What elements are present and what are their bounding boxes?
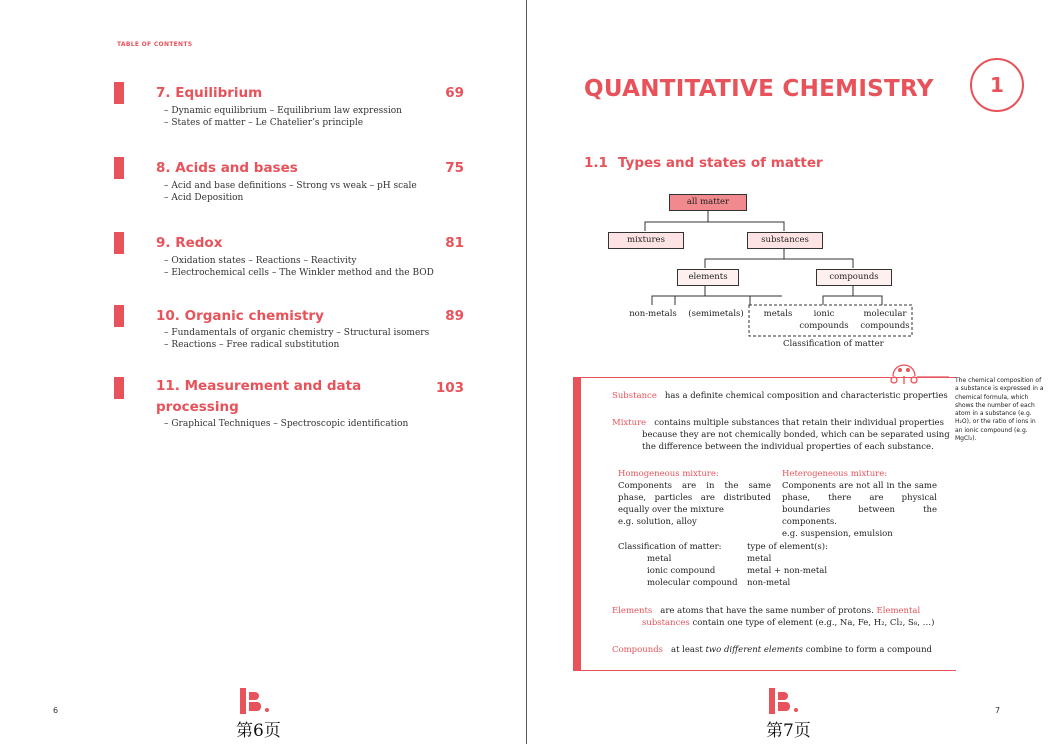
node-elements: elements [677,269,739,286]
heterogeneous-heading: Heterogeneous mixture: [782,469,888,479]
logo-icon [240,688,270,714]
def-elements-text: contain one type of element (e.g., Na, Fe, H₂, Cl₂, S₈, …) [692,618,935,628]
class-label: Classification of matter: [618,542,722,552]
page-number: 7 [995,706,1001,715]
leaf-molecular-line2: compounds [860,321,910,331]
def-substance [612,390,948,402]
toc-page-number: 103 [435,380,464,396]
term-substance: Substance [612,391,657,401]
leaf-ionic-line1: ionic [813,309,835,319]
def-elements [612,605,920,617]
margin-note: The chemical composition of a substance is expressed in a chemical formula, which shows the number of each atom in a substance (e.g. H₂O), or the ratio of ions in an ionic compound (e.g. MgCl₂). [955,377,1044,443]
leaf-non-metals: non-metals [629,309,677,319]
toc-marker [114,82,124,104]
class-row-name: metal [647,554,672,564]
def-mixture [612,417,944,429]
toc-subtopics: – Dynamic equilibrium – Equilibrium law expression [164,106,402,116]
class-row-name: molecular compound [647,578,738,588]
term-substances: substances [642,618,690,628]
page-label: 第6页 [236,721,281,741]
homogeneous-heading: Homogeneous mixture: [618,469,719,479]
term-compounds: Compounds [612,645,663,655]
right-page [527,0,1056,744]
toc-subtopics: – Reactions – Free radical substitution [164,340,340,350]
term-elements: Elements [612,606,653,616]
leaf-metals: metals [763,309,793,319]
class-row-value: non-metal [747,578,791,588]
node-substances: substances [747,232,823,249]
toc-marker [114,305,124,327]
class-row-name: ionic compound [647,566,716,576]
toc-page-number: 81 [445,235,464,251]
chapter-number-badge: 1 [970,58,1024,112]
node-all-matter: all matter [669,194,747,211]
def-compounds-text: at least [671,645,703,655]
def-elements-text: are atoms that have the same number of protons. [660,606,874,616]
toc-page-number: 89 [445,308,464,324]
toc-title: 10. Organic chemistry [156,308,324,324]
toc-subtopics: – Fundamentals of organic chemistry – Structural isomers [164,328,430,338]
homogeneous-example: e.g. solution, alloy [618,517,697,527]
class-row-value: metal + non-metal [747,566,828,576]
leaf-semimetals: (semimetals) [688,309,744,319]
heterogeneous-column [782,468,937,540]
class-row-value: metal [747,554,772,564]
toc-page-number: 69 [445,85,464,101]
term-mixture: Mixture [612,418,647,428]
toc-header: TABLE OF CONTENTS [117,41,193,48]
node-compounds: compounds [816,269,892,286]
homogeneous-text: Components are in the same phase, particles are distributed equally over the mixture [618,481,771,515]
toc-marker [114,377,124,399]
leaf-molecular-line1: molecular [863,309,907,319]
toc-title: 11. Measurement and data processing [156,378,362,415]
def-compounds-emphasis: two different elements [705,645,804,655]
leaf-ionic-line2: compounds [799,321,849,331]
toc-subtopics: – Oxidation states – Reactions – Reactivity [164,256,357,266]
toc-subtopics: – Acid and base definitions – Strong vs weak – pH scale [164,181,417,191]
def-mixture-line: the difference between the individual properties of each substance. [642,442,934,452]
toc-title: 8. Acids and bases [156,160,298,176]
node-mixtures: mixtures [608,232,684,249]
heterogeneous-example: e.g. suspension, emulsion [782,529,893,539]
toc-marker [114,232,124,254]
left-page [0,0,526,744]
toc-subtopics: – Electrochemical cells – The Winkler method and the BOD [164,268,434,278]
toc-subtopics: – States of matter – Le Chatelier’s principle [164,118,364,128]
page-number: 6 [53,706,59,715]
chapter-title: QUANTITATIVE CHEMISTRY [584,76,934,102]
homogeneous-column [618,468,771,528]
def-mixture-line: contains multiple substances that retain their individual properties [654,418,944,428]
toc-subtopics: – Graphical Techniques – Spectroscopic identification [164,419,409,429]
def-compounds-text: combine to form a compound [805,645,933,655]
def-elements-line2 [642,617,934,629]
term-elemental: Elemental [876,606,921,616]
def-substance-text: has a definite chemical composition and characteristic properties [664,391,948,401]
toc-title: 7. Equilibrium [156,85,263,101]
toc-subtopics: – Acid Deposition [164,193,244,203]
def-compounds [612,644,932,656]
toc-title: 9. Redox [156,235,223,251]
diagram-caption: Classification of matter [783,339,884,349]
heterogeneous-text: Components are not all in the same phase, there are physical boundaries between the components. [782,481,937,527]
section-number: 1.1 [584,155,608,171]
logo-icon [769,688,799,714]
toc-page-number: 75 [445,160,464,176]
toc-marker [114,157,124,179]
classification-diagram-lines [527,0,1056,360]
page-label: 第7页 [766,721,811,741]
class-heading: type of element(s): [747,542,828,552]
def-mixture-line: because they are not chemically bonded, which can be separated using [642,430,950,440]
section-title: Types and states of matter [617,155,823,171]
